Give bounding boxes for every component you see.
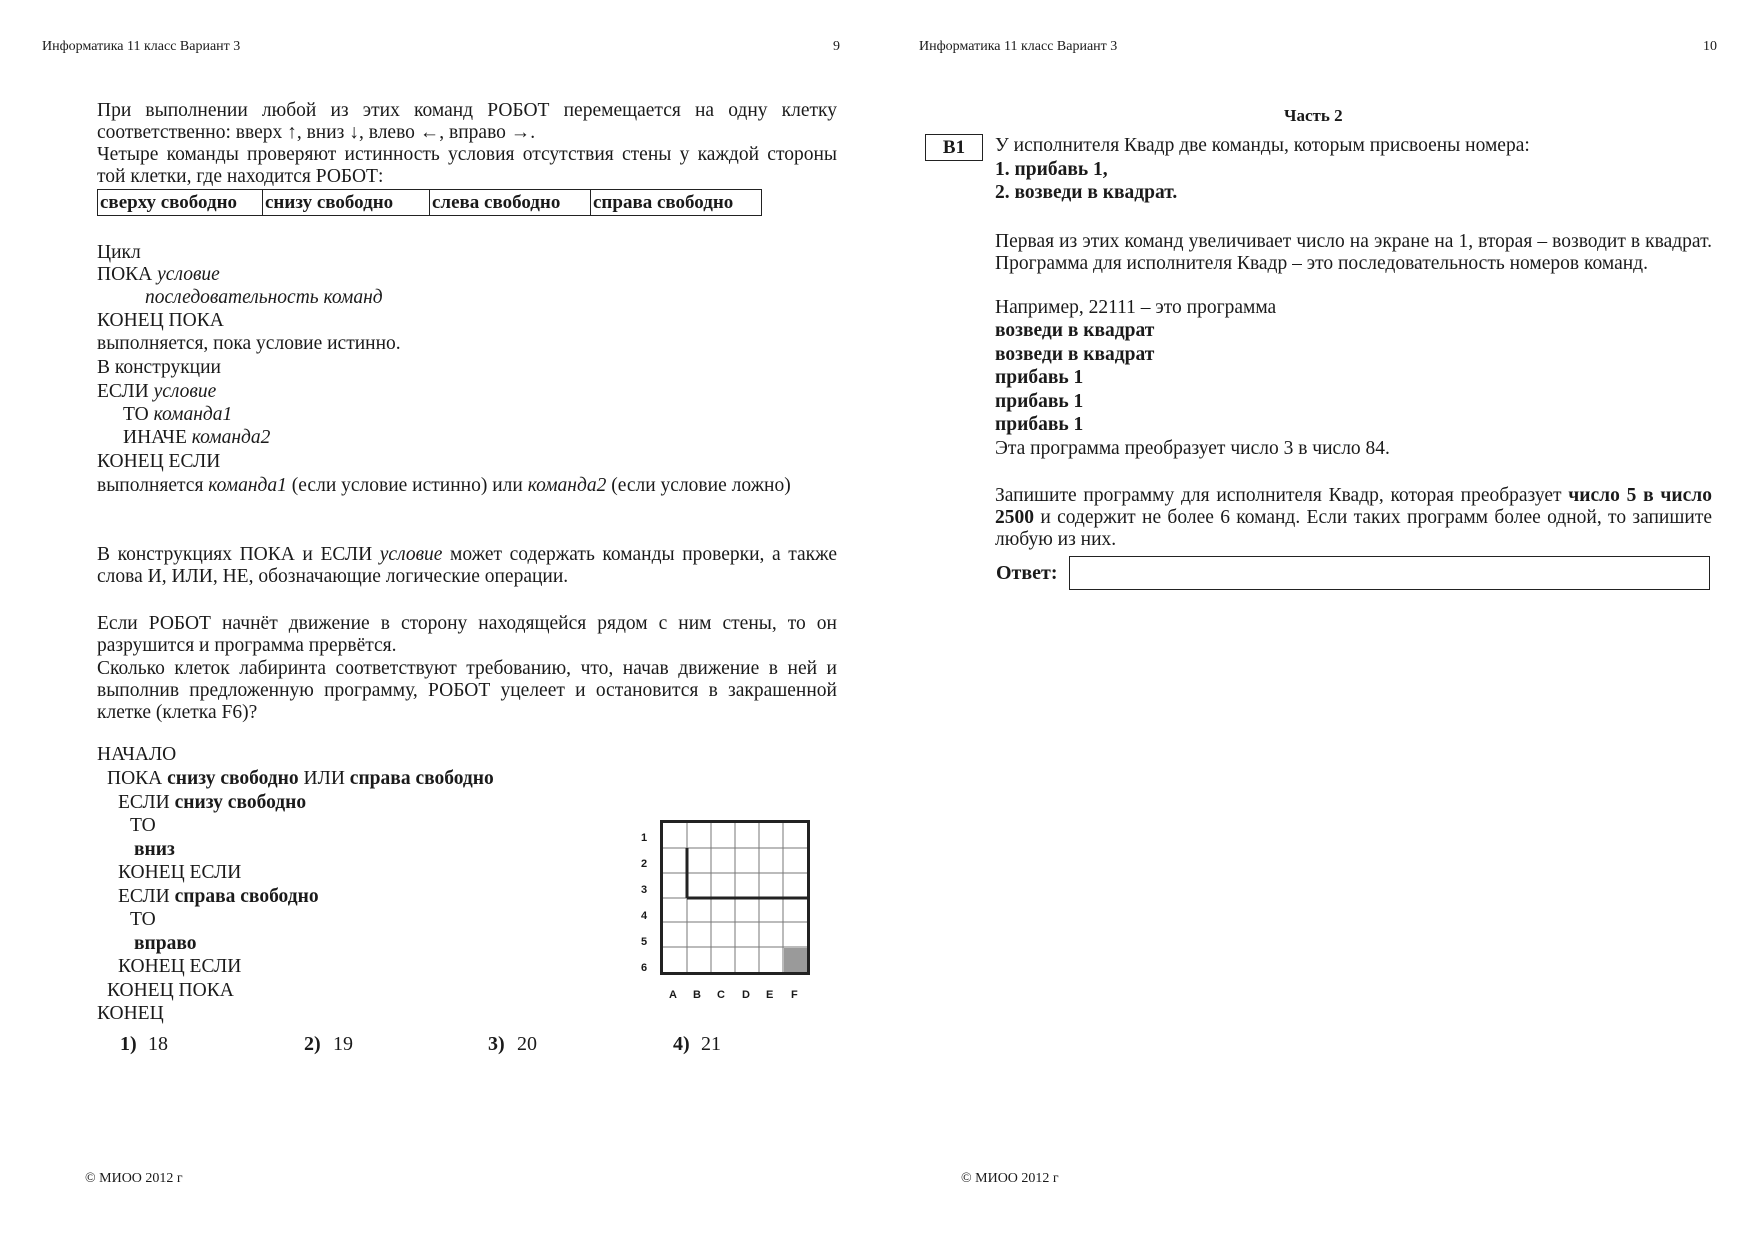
answer-number: 4) (673, 1033, 690, 1055)
loop-line-4: КОНЕЦ ПОКА (97, 310, 224, 331)
cond-exec-paragraph (97, 475, 837, 497)
keyword: ПОКА (107, 768, 168, 789)
italic-term: условие (153, 381, 217, 402)
text: выполняется (97, 475, 209, 496)
logic-paragraph (97, 544, 837, 588)
text: может содержать команды проверки, а также слова И, ИЛИ, НЕ, обозначающие логические операции. (97, 544, 838, 587)
condition-cell: снизу свободно (263, 190, 430, 216)
text: и содержит не более 6 команд. Если таких программ более одной, то запишите любую из них. (995, 507, 1712, 550)
program-line-12: КОНЕЦ (97, 1003, 164, 1024)
maze-row-label: 1 (641, 832, 648, 844)
maze-svg (663, 823, 807, 972)
text: В конструкциях ПОКА и ЕСЛИ (97, 544, 380, 565)
keyword: ИЛИ (298, 768, 350, 789)
program-line-8: ТО (130, 909, 156, 930)
program-line-6: КОНЕЦ ЕСЛИ (118, 862, 242, 883)
question-paragraph: Сколько клеток лабиринта соответствуют требованию, что, начав движение в ней и выполнив предложенную программу, РОБОТ уцелеет и остановится в закрашенной клетке (клетка F6)? (97, 658, 837, 723)
cond-line-2 (97, 381, 216, 403)
maze-col-label: E (766, 989, 774, 1001)
answer-number: 2) (304, 1033, 321, 1055)
conditions-table (97, 189, 762, 216)
loop-line-3: последовательность команд (145, 287, 383, 308)
answer-value: 18 (148, 1033, 168, 1055)
italic-term: условие (379, 544, 443, 565)
italic-term: команда2 (527, 475, 607, 496)
example-intro: Например, 22111 – это программа (995, 297, 1277, 318)
loop-line-5: выполняется, пока условие истинно. (97, 333, 401, 354)
keyword: ЕСЛИ (118, 886, 175, 907)
keyword: ТО (123, 404, 154, 425)
loop-line-1: Цикл (97, 242, 141, 263)
program-line-10: КОНЕЦ ЕСЛИ (118, 956, 242, 977)
program-line-1: НАЧАЛО (97, 744, 177, 765)
program-line-11: КОНЕЦ ПОКА (107, 980, 234, 1001)
right-footer: © МИОО 2012 г (961, 1171, 1059, 1186)
task-intro: У исполнителя Квадр две команды, которым присвоены номера: (995, 135, 1530, 156)
example-line: прибавь 1 (995, 391, 1084, 412)
cond-line-1: В конструкции (97, 357, 221, 378)
keyword: ИНАЧЕ (123, 427, 192, 448)
condition-term: снизу свободно (174, 792, 307, 813)
condition-cell: сверху свободно (98, 190, 263, 216)
keyword: ЕСЛИ (97, 381, 154, 402)
maze-col-label: F (791, 989, 798, 1001)
condition-cell: справа свободно (591, 190, 762, 216)
part-title: Часть 2 (1284, 106, 1343, 125)
italic-term: команда1 (208, 475, 287, 496)
program-line-5: вниз (134, 839, 175, 860)
answer-value: 19 (333, 1033, 353, 1055)
intro-paragraph-2: Четыре команды проверяют истинность условия отсутствия стены у каждой стороны той клетки, где находится РОБОТ: (97, 144, 837, 187)
loop-line-2 (97, 264, 220, 286)
maze-row-label: 2 (641, 858, 648, 870)
maze-row-label: 5 (641, 936, 648, 948)
cond-line-4 (123, 427, 270, 449)
answer-number: 3) (488, 1033, 505, 1055)
answer-value: 20 (517, 1033, 537, 1055)
example-line: прибавь 1 (995, 414, 1084, 435)
right-page-number: 10 (1703, 39, 1717, 54)
program-line-4: ТО (130, 815, 156, 836)
maze-col-label: A (669, 989, 677, 1001)
condition-term: снизу свободно (167, 768, 299, 789)
task-label-b1: B1 (925, 134, 983, 161)
maze-col-label: C (717, 989, 725, 1001)
example-line: возведи в квадрат (995, 344, 1155, 365)
text: Запишите программу для исполнителя Квадр, которая преобразует (995, 485, 1569, 506)
answer-number: 1) (120, 1033, 137, 1055)
right-header-title: Информатика 11 класс Вариант 3 (919, 39, 1118, 54)
condition-term: справа свободно (349, 768, 494, 789)
left-page-number: 9 (833, 39, 840, 54)
maze-board (660, 820, 810, 975)
answer-label: Ответ: (996, 562, 1058, 584)
command-2: 2. возведи в квадрат. (995, 182, 1178, 203)
shaded-cell-f6 (784, 948, 807, 972)
text: (если условие истинно) или (286, 475, 528, 496)
condition-term: справа свободно (174, 886, 319, 907)
maze-col-label: D (742, 989, 750, 1001)
keyword: ПОКА (97, 264, 158, 285)
program-line-7 (118, 886, 319, 908)
left-header-title: Информатика 11 класс Вариант 3 (42, 39, 241, 54)
task-paragraph (995, 485, 1712, 551)
text: (если условие ложно) (606, 475, 791, 496)
example-result: Эта программа преобразует число 3 в число 84. (995, 438, 1390, 459)
keyword: ЕСЛИ (118, 792, 175, 813)
example-line: возведи в квадрат (995, 320, 1155, 341)
program-line-9: вправо (134, 933, 197, 954)
italic-term: условие (157, 264, 220, 285)
maze-col-label: B (693, 989, 701, 1001)
program-line-2 (107, 768, 494, 790)
left-footer: © МИОО 2012 г (85, 1171, 183, 1186)
answer-value: 21 (701, 1033, 721, 1055)
command-1: 1. прибавь 1, (995, 159, 1108, 180)
cond-line-3 (123, 404, 232, 426)
answer-input-box[interactable] (1069, 556, 1710, 590)
bold-term: число 5 в число 2500 (995, 485, 1712, 528)
cond-line-5: КОНЕЦ ЕСЛИ (97, 451, 221, 472)
crash-paragraph: Если РОБОТ начнёт движение в сторону находящейся рядом с ним стены, то он разрушится и программа прервётся. (97, 613, 837, 656)
maze-row-label: 3 (641, 884, 648, 896)
intro-paragraph-1: При выполнении любой из этих команд РОБОТ перемещается на одну клетку соответственно: вверх ↑, вниз ↓, влево ←, вправо →. (97, 100, 837, 143)
maze-row-label: 6 (641, 962, 648, 974)
program-line-3 (118, 792, 306, 814)
italic-term: команда2 (191, 427, 271, 448)
example-line: прибавь 1 (995, 367, 1084, 388)
maze-row-label: 4 (641, 910, 648, 922)
description-paragraph: Первая из этих команд увеличивает число на экране на 1, вторая – возводит в квадрат. Программа для исполнителя Квадр – это последовательность номеров команд. (995, 231, 1712, 274)
italic-term: команда1 (153, 404, 233, 425)
condition-cell: слева свободно (430, 190, 591, 216)
